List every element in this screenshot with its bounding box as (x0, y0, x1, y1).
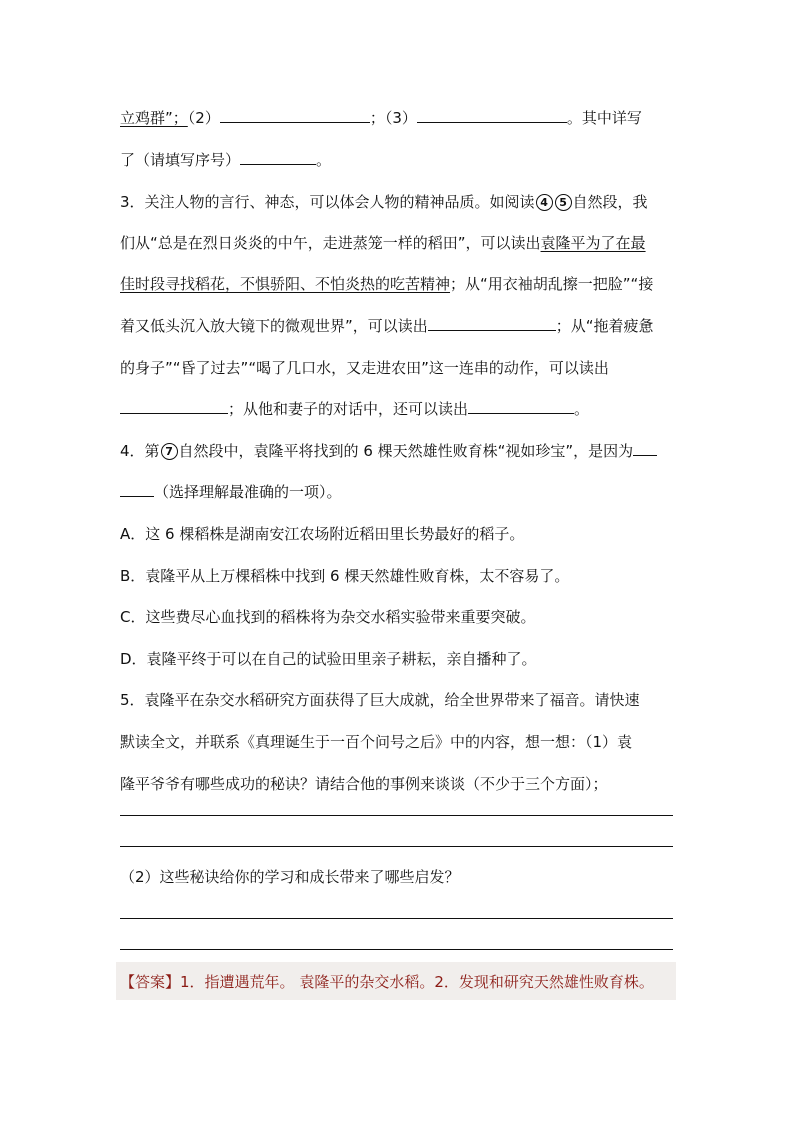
text-segment: 5．袁隆平在杂交水稻研究方面获得了巨大成就，给全世界带来了福音。请快速 (120, 691, 640, 709)
text-segment: 们从“总是在烈日炎炎的中午，走进蒸笼一样的稻田”，可以读出 (120, 234, 541, 252)
text-segment: ；（3） (369, 109, 417, 127)
answer-blank[interactable] (240, 150, 316, 165)
option-b[interactable] (120, 566, 569, 586)
text-segment: （2）这些秘诀给你的学习和成长带来了哪些启发？ (120, 868, 460, 886)
text-segment: 。 (316, 151, 332, 169)
answer-blank[interactable] (120, 482, 154, 497)
option-c[interactable] (120, 607, 535, 627)
answer-blank[interactable] (120, 399, 228, 414)
question-4-line-2 (120, 482, 342, 502)
text-segment: 4．第 (120, 442, 160, 460)
question-3-line-3 (120, 274, 653, 294)
text-segment: ；从“用衣袖胡乱擦一把脸”“接 (450, 275, 654, 293)
question-4-line-1 (120, 441, 657, 461)
text-segment: ；从他和妻子的对话中，还可以读出 (228, 400, 469, 418)
question-5-line-2 (120, 732, 632, 752)
sample-answer-underlined: 佳时段寻找稻花，不惧骄阳、不怕炎热的吃苦精神 (120, 275, 451, 293)
text-segment: （选择理解最准确的一项）。 (154, 483, 342, 501)
text-segment: （2） (187, 109, 220, 127)
answer-blank[interactable] (633, 441, 657, 456)
answer-line[interactable] (120, 815, 673, 816)
answer-box (116, 962, 676, 1000)
question-3-line-6 (120, 399, 589, 419)
text-segment: 自然段中，袁隆平将找到的 6 棵天然雄性败育株“视如珍宝”，是因为 (178, 442, 634, 460)
text-segment: 立鸡群”； (120, 109, 188, 127)
text-segment: 。其中详写 (566, 109, 642, 127)
answer-blank[interactable] (417, 108, 567, 123)
option-c-text: C．这些费尽心血找到的稻株将为杂交水稻实验带来重要突破。 (120, 608, 536, 626)
answer-blank[interactable] (220, 108, 370, 123)
text-segment: 3．关注人物的言行、神态，可以体会人物的精神品质。如阅读 (120, 193, 535, 211)
circled-number: 4 (536, 194, 553, 211)
text-segment: 着又低头沉入放大镜下的微观世界”，可以读出 (120, 317, 428, 335)
question-3-line-2 (120, 233, 646, 253)
question-5-line-1 (120, 690, 640, 710)
question-3-line-5 (120, 358, 609, 378)
text-segment: ；从“拖着疲惫 (555, 317, 654, 335)
line-1 (120, 108, 642, 128)
circled-number: 7 (161, 443, 178, 460)
question-5-line-3 (120, 774, 608, 794)
answer-line[interactable] (120, 846, 673, 847)
circled-number: 5 (555, 194, 572, 211)
question-3-line-1 (120, 192, 648, 212)
text-segment: 默读全文，并联系《真理诞生于一百个问号之后》中的内容，想一想：（1）袁 (120, 733, 633, 751)
answer-line[interactable] (120, 918, 673, 919)
question-5-sub-2 (120, 867, 460, 887)
text-segment: 自然段，我 (572, 193, 648, 211)
text-segment: 的身子”“昏了过去”“喝了几口水，又走进农田”这一连串的动作，可以读出 (120, 359, 609, 377)
answer-text (120, 972, 654, 992)
sample-answer-underlined: 袁隆平为了在最 (540, 234, 646, 252)
answer-blank[interactable] (428, 316, 556, 331)
question-3-line-4 (120, 316, 654, 336)
option-d[interactable] (120, 649, 537, 669)
answer-blank[interactable] (468, 399, 574, 414)
text-segment: 隆平爷爷有哪些成功的秘诀？请结合他的事例来谈谈（不少于三个方面）； (120, 775, 608, 793)
option-d-text: D．袁隆平终于可以在自己的试验田里亲子耕耘，亲自播种了。 (120, 650, 537, 668)
text-segment: 了（请填写序号） (120, 151, 241, 169)
option-a[interactable] (120, 524, 524, 544)
answer-tag: 【答案】 (120, 973, 181, 991)
line-2 (120, 150, 331, 170)
text-segment: 。 (574, 400, 590, 418)
option-a-text: A．这 6 棵稻株是湖南安江农场附近稻田里长势最好的稻子。 (120, 525, 525, 543)
answer-content: 1．指遭遇荒年。 袁隆平的杂交水稻。2．发现和研究天然雄性败育株。 (180, 973, 654, 991)
option-b-text: B．袁隆平从上万棵稻株中找到 6 棵天然雄性败育株，太不容易了。 (120, 567, 570, 585)
answer-line[interactable] (120, 949, 673, 950)
